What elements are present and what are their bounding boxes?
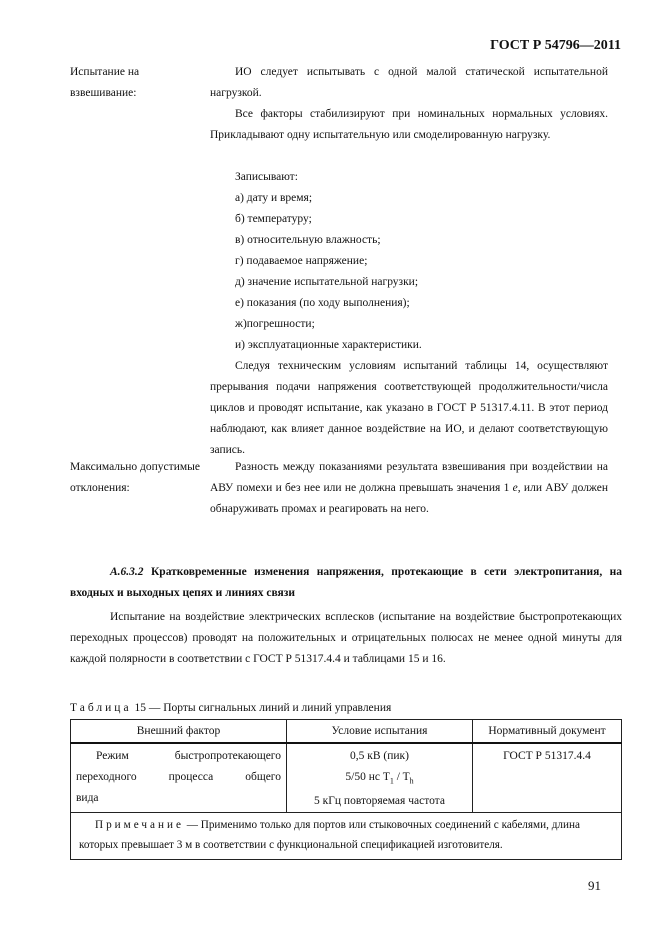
record-item: г) подаваемое напряжение; <box>235 255 368 267</box>
document-header: ГОСТ Р 54796—2011 <box>490 38 621 53</box>
table-caption: Таблица 15 — Порты сигнальных линий и линий управления <box>70 702 392 714</box>
table-cell-factor: Режим быстропротекающего переходного процесса общего вида <box>71 743 287 813</box>
table-header: Условие испытания <box>287 720 473 744</box>
page-number: 91 <box>588 878 601 893</box>
table-header: Внешний фактор <box>71 720 287 744</box>
record-item: ж)погрешности; <box>235 318 315 330</box>
table-cell-document: ГОСТ Р 51317.4.4 <box>473 743 622 813</box>
max-deviation-label: Максимально допустимые отклонения: <box>70 461 200 494</box>
weighing-test-label: Испытание на взвешивание: <box>70 66 140 99</box>
section-body: Испытание на воздействие электрических всплесков (испытание на воздействие быстропротекающих переходных процессов) проводят на положительных и отрицательных полюсах не менее одной минуты для каждой полярности в соответствии с ГОСТ Р 51317.4.4 и таблицами 15 и 16. <box>70 611 622 665</box>
procedure-paragraph: Следуя техническим условиям испытаний таблицы 14, осуществляют прерывания подачи напряжения соответствующей продолжительности/числа циклов и проводят испытание, как указано в ГОСТ Р 51317.4.11. В этот период наблюдают, как влияет данное воздействие на ИО, и делают соответствующую запись. <box>210 360 608 456</box>
weighing-test-paragraph-1: ИО следует испытывать с одной малой статической испытательной нагрузкой. <box>210 66 608 99</box>
section-heading: А.6.3.2 Кратковременные изменения напряжения, протекающие в сети электропитания, на входных и выходных цепях и линиях связи <box>70 566 623 599</box>
record-item: е) показания (по ходу выполнения); <box>235 297 410 309</box>
ports-table <box>70 719 622 860</box>
table-note: Примечание — Применимо только для портов или стыковочных соединений с кабелями, длина которых превышает 3 м в соответствии с функциональной спецификацией изготовителя. <box>71 813 622 860</box>
record-intro: Записывают: <box>235 171 298 183</box>
max-deviation-paragraph: Разность между показаниями результата взвешивания при воздействии на АВУ помехи и без нее или не должна превышать значения 1 е, или АВУ должен обнаруживать промах и реагировать на него. <box>210 461 608 515</box>
record-item: в) относительную влажность; <box>235 234 381 246</box>
table-cell-condition: 0,5 кВ (пик) 5/50 нс $T_1 / T_h$ 5 кГц повторяемая частота <box>287 743 473 813</box>
record-item: и) эксплуатационные характеристики. <box>235 339 422 351</box>
weighing-test-paragraph-2: Все факторы стабилизируют при номинальных нормальных условиях. Прикладывают одну испытательную или смоделированную нагрузку. <box>210 108 608 141</box>
table-header: Нормативный документ <box>473 720 622 744</box>
record-item: д) значение испытательной нагрузки; <box>235 276 419 288</box>
record-item: б) температуру; <box>235 213 312 225</box>
record-item: а) дату и время; <box>235 192 313 204</box>
